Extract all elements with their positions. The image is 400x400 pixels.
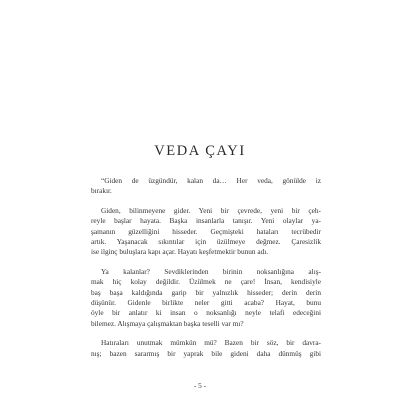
text-line: bilemez. Alışmaya çalışmaktan başka teselli var mı?	[91, 318, 244, 328]
page-number: - 5 -	[193, 381, 207, 390]
paragraph	[81, 267, 321, 329]
text-line: öyle bir anlatır ki insan o noksanlığı neyle telafi edeceğini	[91, 308, 321, 318]
text-line: düşünür. Gidenle birlikte neler gitti acaba? Hayat, bunu	[91, 298, 321, 308]
text-line: mak hiç kolay değildir. Üzülmek ne çare! İnsan, kendisiyle	[91, 277, 321, 287]
text-line: “Giden de üzgündür, kalan da… Her veda, gönülde iz	[101, 176, 321, 185]
text-line: Hatıraları unutmak mümkün mü? Bazen bir söz, bir davra-	[101, 338, 321, 348]
text-line: bırakır.	[91, 186, 112, 196]
text-line: reyle başlar hayata. Başka insanlarla tanışır. Yeni olaylar ya-	[91, 216, 321, 226]
paragraph	[81, 176, 321, 197]
text-line: şamanın güzelliğini hisseder. Geçmişteki hataları tecrübedir	[91, 226, 321, 236]
text-line: ise ilginç buluşlara kapı açar. Hayatı keşfetmektir bunun adı.	[91, 247, 269, 257]
text-line: Giden, bilinmeyene gider. Yeni bir çevrede, yeni bir çeh-	[101, 205, 321, 215]
text-line: baş başa kaldığında garip bir yalnızlık hisseder; derin derin	[91, 287, 321, 297]
paragraph	[81, 338, 321, 359]
text-line: artık. Yaşanacak sıkıntılar için üzülmeye değmez. Çaresizlik	[91, 237, 321, 247]
paragraph	[81, 206, 321, 258]
chapter-title: VEDA ÇAYI	[154, 143, 246, 159]
body-text	[81, 176, 321, 368]
text-line: nış; bazen sararmış bir yaprak bile gideni daha dünmüş gibi	[91, 348, 321, 358]
text-line: Ya kalanlar? Sevdiklerinden birinin noksanlığına alış-	[101, 266, 321, 276]
